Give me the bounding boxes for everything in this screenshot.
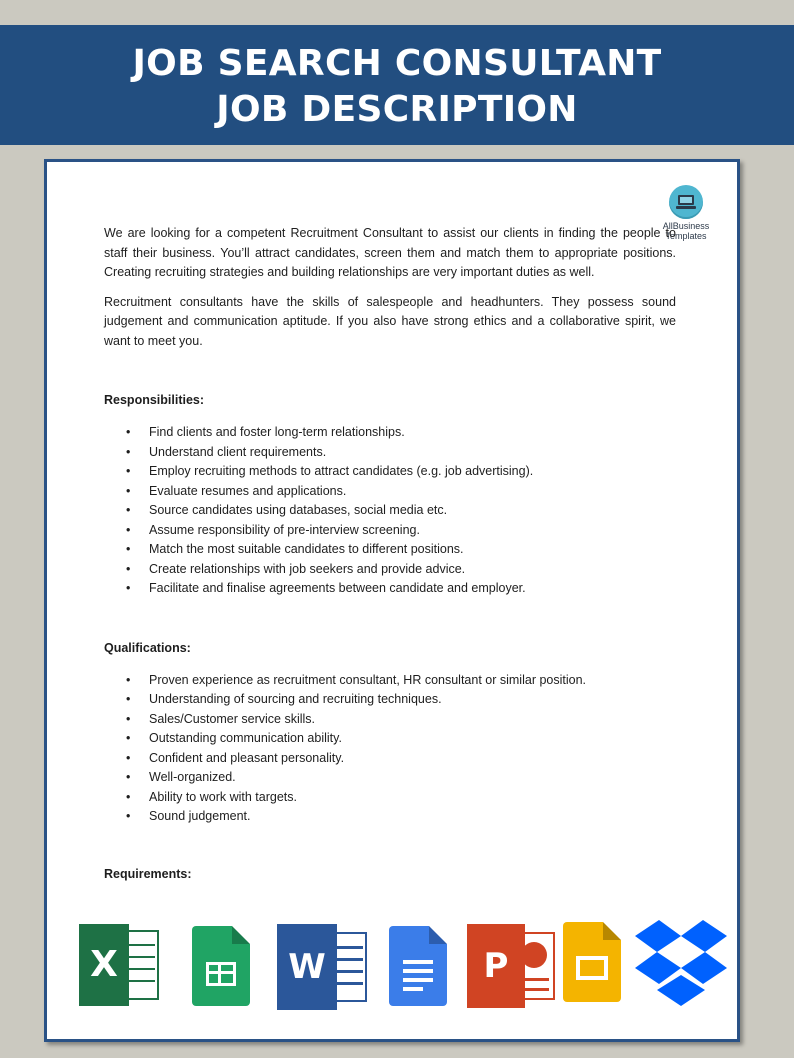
- laptop-icon: [669, 185, 703, 219]
- title-banner: [0, 25, 794, 145]
- document-page: [44, 159, 740, 1042]
- logo-line-1: AllBusiness: [662, 221, 710, 231]
- requirements-heading: Requirements:: [104, 866, 192, 881]
- list-item: • Employ recruiting methods to attract candidates (e.g. job advertising).: [126, 462, 676, 482]
- google-sheets-icon: [192, 926, 250, 1006]
- responsibilities-heading: Responsibilities:: [104, 393, 205, 407]
- list-item: • Confident and pleasant personality.: [126, 749, 676, 769]
- excel-letter: X: [79, 924, 129, 1006]
- list-item: • Sales/Customer service skills.: [126, 710, 676, 730]
- qualifications-list: [104, 671, 676, 827]
- document-content: [104, 224, 676, 897]
- word-icon: [277, 924, 371, 1010]
- logo-line-2: Templates: [665, 231, 707, 241]
- google-slides-icon: [563, 922, 621, 1002]
- list-item: • Match the most suitable candidates to different positions.: [126, 540, 676, 560]
- excel-icon: [79, 924, 161, 1006]
- list-item: • Evaluate resumes and applications.: [126, 482, 676, 502]
- list-item: • Source candidates using databases, social media etc.: [126, 501, 676, 521]
- intro-paragraph-1: We are looking for a competent Recruitment Consultant to assist our clients in finding the people to staff their business. You’ll attract candidates, screen them and match them to appropriate positions. Creating recruiting strategies and building relationships are very important duties as well.: [104, 226, 676, 279]
- powerpoint-icon: [467, 924, 559, 1008]
- qualifications-heading: Qualifications:: [104, 640, 191, 655]
- google-docs-icon: [389, 926, 447, 1006]
- list-item: • Well-organized.: [126, 768, 676, 788]
- list-item: • Ability to work with targets.: [126, 788, 676, 808]
- list-item: • Facilitate and finalise agreements between candidate and employer.: [126, 579, 676, 599]
- list-item: • Assume responsibility of pre-interview screening.: [126, 521, 676, 541]
- powerpoint-letter: P: [467, 924, 525, 1008]
- list-item: • Find clients and foster long-term relationships.: [126, 423, 676, 443]
- word-letter: W: [277, 924, 337, 1010]
- list-item: • Create relationships with job seekers and provide advice.: [126, 560, 676, 580]
- title-line-2: JOB DESCRIPTION: [216, 89, 578, 130]
- list-item: • Sound judgement.: [126, 807, 676, 827]
- dropbox-icon: [633, 918, 729, 1008]
- list-item: • Proven experience as recruitment consultant, HR consultant or similar position.: [126, 671, 676, 691]
- list-item: • Understanding of sourcing and recruiting techniques.: [126, 690, 676, 710]
- list-item: • Understand client requirements.: [126, 443, 676, 463]
- title-line-1: JOB SEARCH CONSULTANT: [132, 43, 662, 84]
- intro-paragraph-2: Recruitment consultants have the skills of salespeople and headhunters. They possess sound judgement and communication aptitude. If you also have strong ethics and a collaborative spirit, we want to meet you.: [104, 294, 676, 348]
- responsibilities-list: [104, 423, 676, 599]
- list-item: • Outstanding communication ability.: [126, 729, 676, 749]
- app-icons-row: [77, 918, 727, 1014]
